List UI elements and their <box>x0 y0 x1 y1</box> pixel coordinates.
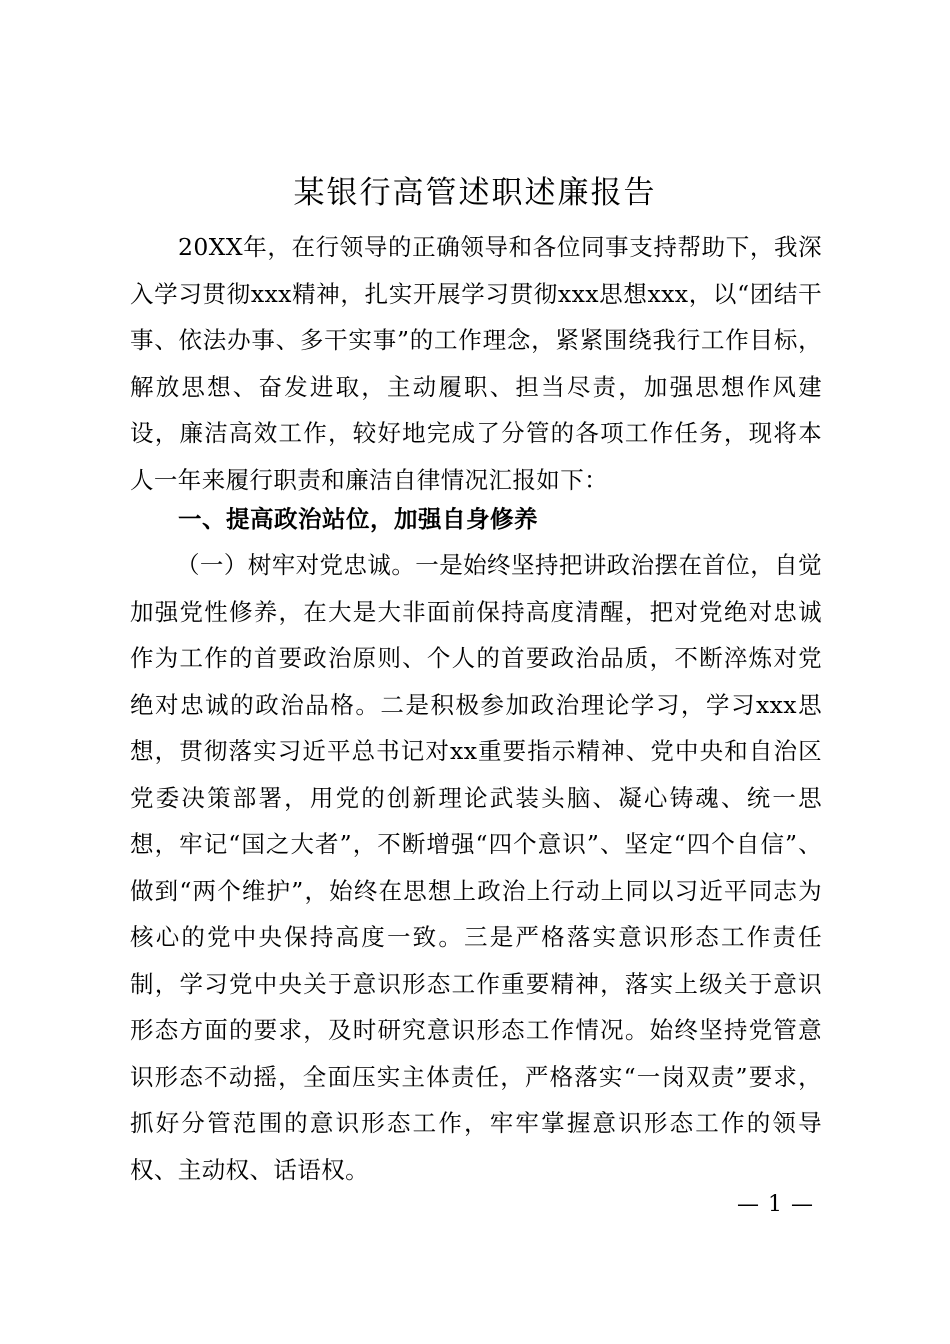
page-number: — 1 — <box>737 1192 814 1217</box>
section-paragraph: （一）树牢对党忠诚。一是始终坚持把讲政治摆在首位，自觉加强党性修养，在大是大非面前保持高度清醒，把对党绝对忠诚作为工作的首要政治原则、个人的首要政治品质，不断淬炼对党绝对忠诚的政治品格。二是积极参加政治理论学习，学习xxx思想，贯彻落实习近平总书记对xx重要指示精神、党中央和自治区党委决策部署，用党的创新理论武装头脑、凝心铸魂、统一思想，牢记“国之大者”，不断增强“四个意识”、坚定“四个自信”、做到“两个维护”，始终在思想上政治上行动上同以习近平同志为核心的党中央保持高度一致。三是严格落实意识形态工作责任制，学习党中央关于意识形态工作重要精神，落实上级关于意识形态方面的要求，及时研究意识形态工作情况。始终坚持党管意识形态不动摇，全面压实主体责任，严格落实“一岗双责”要求，抓好分管范围的意识形态工作，牢牢掌握意识形态工作的领导权、主动权、话语权。 <box>130 551 822 1184</box>
document-title: 某银行高管述职述廉报告 <box>293 175 657 211</box>
intro-paragraph: 20XX年，在行领导的正确领导和各位同事支持帮助下，我深入学习贯彻xxx精神，扎实开展学习贯彻xxx思想xxx，以“团结干事、依法办事、多干实事”的工作理念，紧紧围绕我行工作目标，解放思想、奋发进取，主动履职、担当尽责，加强思想作风建设，廉洁高效工作，较好地完成了分管的各项工作任务，现将本人一年来履行职责和廉洁自律情况汇报如下： <box>130 233 822 494</box>
section-heading: 一、提高政治站位，加强自身修养 <box>178 505 538 533</box>
